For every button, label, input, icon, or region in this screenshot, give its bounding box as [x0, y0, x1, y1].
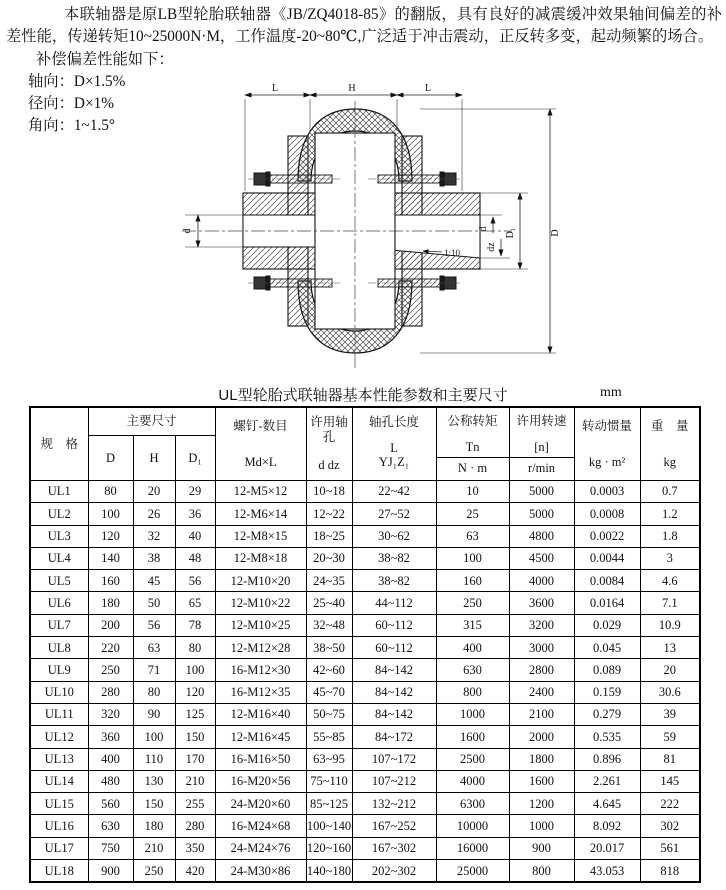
- table-cell: 90: [133, 703, 175, 725]
- col-header-weight: 重 量 kg: [640, 407, 700, 481]
- table-row: [30, 770, 700, 792]
- dim-label-L-right: L: [424, 83, 432, 94]
- table-cell: 0.159: [574, 681, 640, 703]
- table-cell: 280: [175, 815, 215, 837]
- table-cell: 80: [133, 681, 175, 703]
- table-cell: 38: [133, 547, 175, 569]
- table-row: [30, 793, 700, 815]
- dim-label-d-left: d: [182, 228, 193, 234]
- table-cell: 84~172: [352, 726, 436, 748]
- dim-label-D1: D₁: [505, 227, 516, 239]
- table-cell: 560: [88, 793, 133, 815]
- table-cell: 120~160: [306, 837, 352, 859]
- table-cell: 2400: [509, 681, 574, 703]
- table-cell: 360: [88, 726, 133, 748]
- table-cell: 4000: [436, 770, 509, 792]
- table-cell: 32~48: [306, 614, 352, 636]
- table-cell: 100: [133, 726, 175, 748]
- table-cell: 800: [436, 681, 509, 703]
- table-header: [30, 407, 700, 481]
- table-cell: 900: [88, 860, 133, 883]
- table-title-row: [0, 384, 726, 404]
- table-cell: 2.261: [574, 770, 640, 792]
- table-cell: 24-M30×86: [215, 860, 306, 883]
- table-cell: 20: [133, 481, 175, 503]
- table-cell: 750: [88, 837, 133, 859]
- table-cell: 1.8: [640, 525, 700, 547]
- table-cell: 30.6: [640, 681, 700, 703]
- table-cell: 56: [175, 570, 215, 592]
- table-cell: 280: [88, 681, 133, 703]
- table-cell: 4.6: [640, 570, 700, 592]
- table-cell: 210: [175, 770, 215, 792]
- table-cell: 25~40: [306, 592, 352, 614]
- table-cell: UL11: [30, 703, 88, 725]
- taper-label: 1:10: [444, 248, 461, 258]
- radial-spec: 径向：D×1%: [28, 95, 114, 113]
- table-row: [30, 614, 700, 636]
- table-cell: 43.053: [574, 860, 640, 883]
- table-cell: 0.0044: [574, 547, 640, 569]
- table-cell: 180: [133, 815, 175, 837]
- table-cell: UL1: [30, 481, 88, 503]
- table-cell: 24-M20×60: [215, 793, 306, 815]
- table-cell: 84~142: [352, 659, 436, 681]
- table-cell: 140~180: [306, 860, 352, 883]
- table-cell: 5000: [509, 503, 574, 525]
- table-cell: 71: [133, 659, 175, 681]
- table-cell: 222: [640, 793, 700, 815]
- table-cell: 81: [640, 748, 700, 770]
- table-cell: 255: [175, 793, 215, 815]
- table-row: [30, 659, 700, 681]
- table-cell: 250: [436, 592, 509, 614]
- table-cell: 24-M24×76: [215, 837, 306, 859]
- table-row: [30, 503, 700, 525]
- table-cell: 160: [88, 570, 133, 592]
- table-cell: 167~302: [352, 837, 436, 859]
- table-cell: 4.645: [574, 793, 640, 815]
- table-cell: 0.0008: [574, 503, 640, 525]
- table-cell: 12-M8×18: [215, 547, 306, 569]
- table-cell: UL8: [30, 637, 88, 659]
- table-cell: 48: [175, 547, 215, 569]
- table-cell: 50: [133, 592, 175, 614]
- table-cell: 400: [88, 748, 133, 770]
- table-cell: 44~112: [352, 592, 436, 614]
- col-header-D: D: [88, 436, 133, 481]
- table-cell: 420: [175, 860, 215, 883]
- table-row: [30, 726, 700, 748]
- table-cell: 50~75: [306, 703, 352, 725]
- table-row: [30, 860, 700, 883]
- table-cell: 125: [175, 703, 215, 725]
- table-cell: 0.7: [640, 481, 700, 503]
- table-cell: 3600: [509, 592, 574, 614]
- table-cell: 39: [640, 703, 700, 725]
- table-cell: 630: [88, 815, 133, 837]
- table-cell: 85~125: [306, 793, 352, 815]
- table-row: [30, 637, 700, 659]
- table-cell: 0.045: [574, 637, 640, 659]
- table-cell: 1000: [509, 815, 574, 837]
- table-cell: 12-M12×28: [215, 637, 306, 659]
- table-cell: 40: [175, 525, 215, 547]
- table-cell: UL6: [30, 592, 88, 614]
- table-cell: 22~42: [352, 481, 436, 503]
- table-cell: 25: [436, 503, 509, 525]
- table-cell: 818: [640, 860, 700, 883]
- table-cell: 480: [88, 770, 133, 792]
- table-cell: 3000: [509, 637, 574, 659]
- angular-spec: 角向：1~1.5°: [28, 117, 116, 135]
- table-cell: 38~82: [352, 547, 436, 569]
- table-cell: 0.535: [574, 726, 640, 748]
- col-header-main-dims: 主要尺寸: [88, 407, 215, 436]
- table-cell: 107~172: [352, 748, 436, 770]
- table-cell: 18~25: [306, 525, 352, 547]
- table-cell: UL16: [30, 815, 88, 837]
- table-cell: 12-M8×15: [215, 525, 306, 547]
- table-cell: 167~252: [352, 815, 436, 837]
- table-cell: 0.0084: [574, 570, 640, 592]
- table-cell: 16000: [436, 837, 509, 859]
- table-cell: 1600: [509, 770, 574, 792]
- table-cell: 63: [436, 525, 509, 547]
- table-cell: 12-M6×14: [215, 503, 306, 525]
- table-cell: 150: [133, 793, 175, 815]
- axial-spec: 轴向：D×1.5%: [28, 72, 126, 90]
- table-cell: 45~70: [306, 681, 352, 703]
- table-cell: 400: [436, 637, 509, 659]
- table-cell: 55~85: [306, 726, 352, 748]
- table-row: [30, 547, 700, 569]
- table-cell: 60~112: [352, 637, 436, 659]
- table-cell: UL9: [30, 659, 88, 681]
- table-title: UL型轮胎式联轴器基本性能参数和主要尺寸: [218, 387, 508, 404]
- table-cell: 63~95: [306, 748, 352, 770]
- table-cell: 140: [88, 547, 133, 569]
- table-cell: 320: [88, 703, 133, 725]
- table-cell: 170: [175, 748, 215, 770]
- table-cell: 36: [175, 503, 215, 525]
- table-cell: 1.2: [640, 503, 700, 525]
- table-cell: 2000: [509, 726, 574, 748]
- table-cell: 16-M20×56: [215, 770, 306, 792]
- table-cell: 1000: [436, 703, 509, 725]
- col-header-bore: 许用轴孔 d dz: [306, 407, 352, 481]
- table-row: [30, 681, 700, 703]
- dim-label-H: H: [348, 83, 356, 94]
- col-header-D1: D₁: [175, 436, 215, 481]
- table-cell: 6300: [436, 793, 509, 815]
- col-header-torque: 公称转矩 Tn N · m: [436, 407, 509, 481]
- table-cell: 0.0022: [574, 525, 640, 547]
- table-cell: 12-M5×12: [215, 481, 306, 503]
- table-cell: 100: [88, 503, 133, 525]
- table-cell: 38~82: [352, 570, 436, 592]
- table-row: [30, 837, 700, 859]
- table-cell: 350: [175, 837, 215, 859]
- table-cell: 2500: [436, 748, 509, 770]
- table-cell: 42~60: [306, 659, 352, 681]
- table-cell: 132~212: [352, 793, 436, 815]
- table-cell: 0.896: [574, 748, 640, 770]
- table-body: [30, 481, 700, 883]
- table-cell: 900: [509, 837, 574, 859]
- coupling-section-drawing: [180, 80, 600, 382]
- table-row: [30, 525, 700, 547]
- table-cell: 0.029: [574, 614, 640, 636]
- table-cell: 16-M24×68: [215, 815, 306, 837]
- table-cell: 0.089: [574, 659, 640, 681]
- table-cell: 100: [436, 547, 509, 569]
- table-cell: 12-M10×22: [215, 592, 306, 614]
- table-cell: 1200: [509, 793, 574, 815]
- table-cell: 100~140: [306, 815, 352, 837]
- table-cell: 26: [133, 503, 175, 525]
- col-header-inertia: 转动惯量 kg · m²: [574, 407, 640, 481]
- table-cell: UL2: [30, 503, 88, 525]
- table-cell: 110: [133, 748, 175, 770]
- dim-label-D: D: [550, 229, 561, 237]
- table-cell: 56: [133, 614, 175, 636]
- table-cell: 210: [133, 837, 175, 859]
- table-cell: 12~22: [306, 503, 352, 525]
- compensation-subtitle: 补偿偏差性能如下：: [36, 50, 174, 68]
- table-cell: 630: [436, 659, 509, 681]
- table-cell: 25000: [436, 860, 509, 883]
- dim-label-dz: dz: [486, 242, 497, 252]
- table-cell: 202~302: [352, 860, 436, 883]
- table-cell: 120: [175, 681, 215, 703]
- table-cell: 2100: [509, 703, 574, 725]
- table-cell: 0.279: [574, 703, 640, 725]
- table-cell: UL7: [30, 614, 88, 636]
- table-cell: 100: [175, 659, 215, 681]
- table-cell: 84~142: [352, 703, 436, 725]
- col-header-H: H: [133, 436, 175, 481]
- table-cell: 59: [640, 726, 700, 748]
- table-cell: 0.0003: [574, 481, 640, 503]
- table-cell: 800: [509, 860, 574, 883]
- table-cell: 10.9: [640, 614, 700, 636]
- table-cell: 12-M16×40: [215, 703, 306, 725]
- table-cell: 107~212: [352, 770, 436, 792]
- table-cell: 4800: [509, 525, 574, 547]
- table-cell: 16-M16×50: [215, 748, 306, 770]
- table-cell: 29: [175, 481, 215, 503]
- table-cell: 130: [133, 770, 175, 792]
- table-cell: 27~52: [352, 503, 436, 525]
- table-row: [30, 570, 700, 592]
- table-cell: 3200: [509, 614, 574, 636]
- table-cell: 20.017: [574, 837, 640, 859]
- col-header-spec: 规 格: [30, 407, 88, 481]
- col-header-bore-length: 轴孔长度 L YJ₁Z₁: [352, 407, 436, 481]
- table-cell: 10000: [436, 815, 509, 837]
- table-cell: 10: [436, 481, 509, 503]
- table-cell: 80: [88, 481, 133, 503]
- table-cell: 160: [436, 570, 509, 592]
- table-cell: 145: [640, 770, 700, 792]
- table-cell: 315: [436, 614, 509, 636]
- dim-label-L-left: L: [271, 83, 279, 94]
- table-row: [30, 815, 700, 837]
- table-cell: 20~30: [306, 547, 352, 569]
- table-unit: mm: [600, 385, 622, 400]
- table-cell: 16-M12×30: [215, 659, 306, 681]
- table-cell: 32: [133, 525, 175, 547]
- col-header-speed: 许用转速 [n] r/min: [509, 407, 574, 481]
- table-cell: 2800: [509, 659, 574, 681]
- table-cell: 80: [175, 637, 215, 659]
- table-cell: UL15: [30, 793, 88, 815]
- table-cell: 302: [640, 815, 700, 837]
- table-cell: 120: [88, 525, 133, 547]
- table-cell: 5000: [509, 481, 574, 503]
- table-cell: 1800: [509, 748, 574, 770]
- table-cell: UL5: [30, 570, 88, 592]
- table-cell: 75~110: [306, 770, 352, 792]
- table-cell: 150: [175, 726, 215, 748]
- table-cell: 4500: [509, 547, 574, 569]
- table-cell: 30~62: [352, 525, 436, 547]
- table-cell: UL14: [30, 770, 88, 792]
- table-cell: UL3: [30, 525, 88, 547]
- table-cell: UL17: [30, 837, 88, 859]
- table-cell: 38~50: [306, 637, 352, 659]
- table-cell: 12-M10×20: [215, 570, 306, 592]
- table-cell: UL18: [30, 860, 88, 883]
- table-row: [30, 592, 700, 614]
- table-cell: 84~142: [352, 681, 436, 703]
- col-header-screws: 螺钉-数目 Md×L: [215, 407, 306, 481]
- table-cell: 561: [640, 837, 700, 859]
- table-row: [30, 748, 700, 770]
- table-cell: 1600: [436, 726, 509, 748]
- table-cell: 65: [175, 592, 215, 614]
- dim-label-d-right: d: [478, 226, 489, 232]
- table-cell: 250: [133, 860, 175, 883]
- table-cell: 12-M10×25: [215, 614, 306, 636]
- table-cell: 13: [640, 637, 700, 659]
- table-cell: UL10: [30, 681, 88, 703]
- table-cell: 4000: [509, 570, 574, 592]
- table-cell: 7.1: [640, 592, 700, 614]
- table-cell: 45: [133, 570, 175, 592]
- table-cell: 0.0164: [574, 592, 640, 614]
- table-cell: 24~35: [306, 570, 352, 592]
- table-cell: 60~112: [352, 614, 436, 636]
- table-cell: 180: [88, 592, 133, 614]
- table-cell: UL12: [30, 726, 88, 748]
- table-cell: UL13: [30, 748, 88, 770]
- table-cell: 12-M16×45: [215, 726, 306, 748]
- table-row: [30, 703, 700, 725]
- table-cell: 20: [640, 659, 700, 681]
- table-row: [30, 481, 700, 503]
- table-cell: 200: [88, 614, 133, 636]
- parameter-table: [29, 406, 701, 883]
- table-cell: 10~18: [306, 481, 352, 503]
- table-cell: UL4: [30, 547, 88, 569]
- table-cell: 250: [88, 659, 133, 681]
- table-cell: 3: [640, 547, 700, 569]
- intro-paragraph: 本联轴器是原LB型轮胎联轴器《JB/ZQ4018-85》的翻版，具有良好的减震缓冲效果轴间偏差的补差性能，传递转矩10~25000N·M，工作温度-20~80℃,广泛适于冲击震动，正反转多变，起动频繁的场合。: [6, 6, 722, 46]
- table-cell: 78: [175, 614, 215, 636]
- table-cell: 220: [88, 637, 133, 659]
- table-cell: 8.092: [574, 815, 640, 837]
- table-cell: 16-M12×35: [215, 681, 306, 703]
- table-cell: 63: [133, 637, 175, 659]
